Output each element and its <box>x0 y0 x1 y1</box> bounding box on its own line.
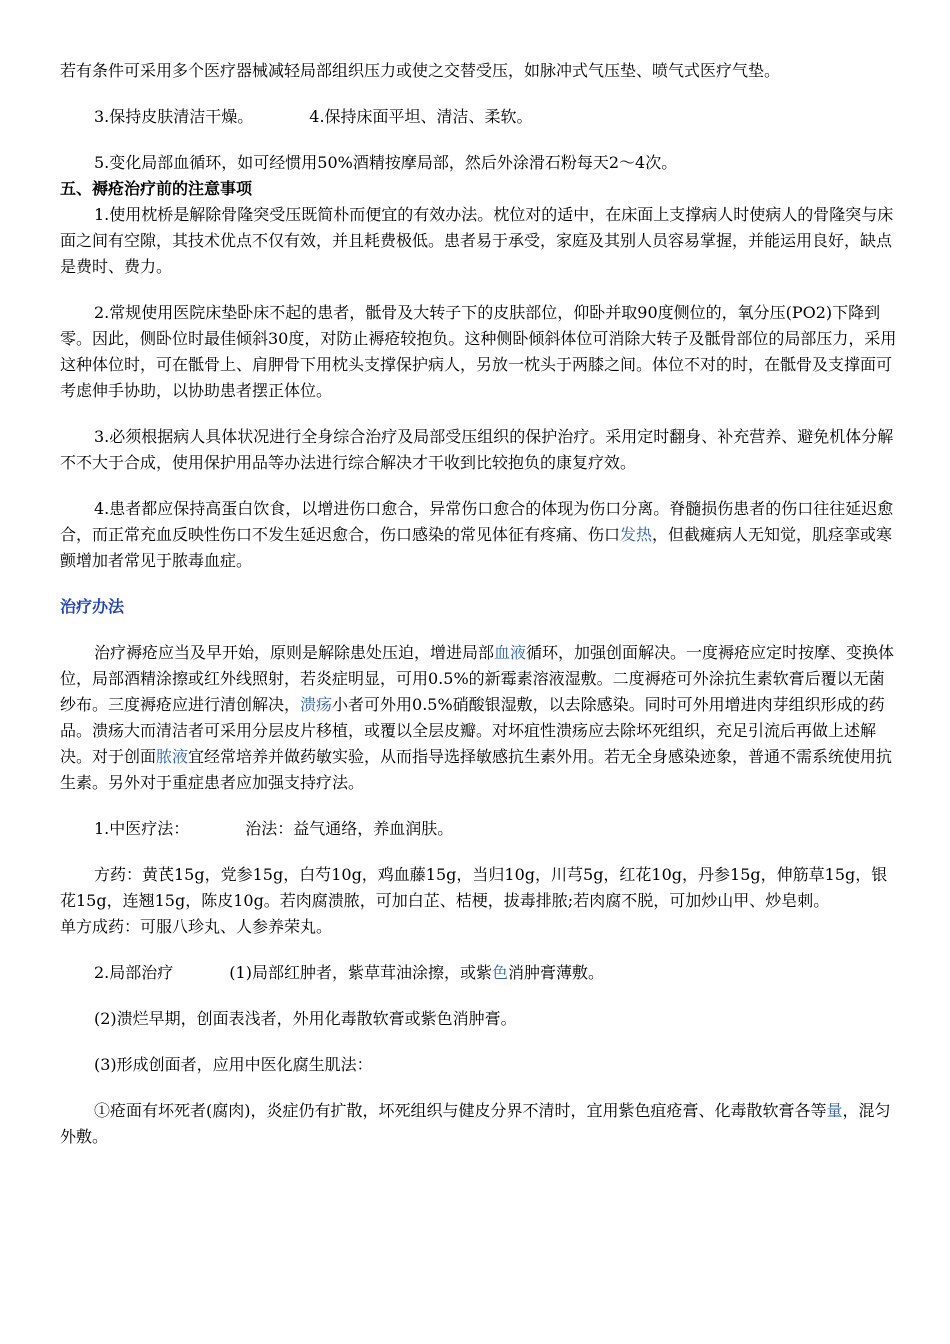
tcm-therapy-label: 1.中医疗法： <box>94 819 190 838</box>
paragraph-precaution-1: 1.使用枕桥是解除骨隆突受压既简朴而便宜的有效办法。枕位对的适中，在床面上支撑病人时使病人的骨隆突与床面之间有空隙，其技术优点不仅有效，并且耗费极低。患者易于承受，家庭及其别人员容易掌握，并能运用良好，缺点是费时、费力。 <box>60 205 894 276</box>
paragraph-precaution-3: 3.必须根据病人具体状况进行全身综合治疗及局部受压组织的保护治疗。采用定时翻身、补充营养、避免机体分解不不大于合成，使用保护用品等办法进行综合解决才干收到比较抱负的康复疗效。 <box>60 427 894 472</box>
section-five-heading: 五、褥疮治疗前的注意事项 <box>60 179 253 198</box>
treatment-text-a: 治疗褥疮应当及早开始，原则是解除患处压迫，增进局部 <box>94 643 495 662</box>
link-fever[interactable]: 发热 <box>620 525 653 544</box>
link-amount[interactable]: 量 <box>826 1101 843 1120</box>
local-treatment-1-b: 消肿膏薄敷。 <box>507 963 604 982</box>
paragraph-precaution-4 <box>60 496 898 574</box>
paragraph-precaution-2: 2.常规使用医院床垫卧床不起的患者，骶骨及大转子下的皮肤部位，仰卧并取90度侧位的，氧分压(PO2)下降到零。因此，侧卧位时最佳倾斜30度，对防止褥疮较抱负。这种侧卧倾斜体位可消除大转子及骶骨部位的局部压力，采用这种体位时，可在骶骨上、肩胛骨下用枕头支撑保护病人，另放一枕头于两膝之间。体位不对的时，在骶骨及支撑面可考虑伸手协助，以协助患者摆正体位。 <box>60 303 897 400</box>
treatment-text-d: 宜经常培养并做药敏实验，从而指导选择敏感抗生素外用。若无全身感染迹象，普通不需系统使用抗生素。另外对于重症患者应加强支持疗法。 <box>60 747 893 792</box>
precaution-4-text-b: ，但截瘫病人无知觉，肌痉挛或寒颤增加者常见于脓毒血症。 <box>60 525 893 570</box>
paragraph-tcm-therapy <box>60 816 898 842</box>
paragraph-local-treatment-2: (2)溃烂早期，创面表浅者，外用化毒散软膏或紫色消肿膏。 <box>94 1009 517 1028</box>
link-blood[interactable]: 血液 <box>494 643 527 662</box>
paragraph-treatment-overview <box>60 640 898 796</box>
treatment-text-c: 小者可外用0.5%硝酸银湿敷，以去除感染。同时可外用增进肉芽组织形成的药品。溃疡大而清洁者可采用分层皮片移植，或覆以全层皮瓣。对坏疽性溃疡应去除坏死组织，充足引流后再做上述解决。对于创面 <box>60 695 885 766</box>
paragraph-prescription <box>60 862 898 940</box>
treatment-text-b: 循环，加强创面解决。一度褥疮应定时按摩、变换体位，局部酒精涂擦或红外线照射，若炎症明显，可用0.5%的新霉素溶液湿敷。二度褥疮可外涂抗生素软膏后覆以无菌纱布。三度褥疮应进行清创解决， <box>60 643 895 714</box>
care-item-4: 4.保持床面平坦、清洁、柔软。 <box>309 107 533 126</box>
paragraph-local-treatment <box>60 960 898 986</box>
necrosis-text-b: ，混匀外敷。 <box>60 1101 891 1146</box>
local-treatment-label: 2.局部治疗 <box>94 963 174 982</box>
paragraph-care-items-3-4 <box>60 104 898 130</box>
tcm-therapy-method: 治法：益气通络，养血润肤。 <box>245 819 454 838</box>
prescription-patent-medicine: 单方成药：可服八珍丸、人参养荣丸。 <box>60 917 333 936</box>
necrosis-text-a: ①疮面有坏死者(腐肉)，炎症仍有扩散，坏死组织与健皮分界不清时，宜用紫色疽疮膏、化毒散软膏各等 <box>94 1101 827 1120</box>
paragraph-air-mattress: 若有条件可采用多个医疗器械减轻局部组织压力或使之交替受压，如脉冲式气压垫、喷气式医疗气垫。 <box>60 61 781 80</box>
link-color[interactable]: 色 <box>491 963 508 982</box>
paragraph-necrosis-treatment <box>60 1098 898 1150</box>
paragraph-local-treatment-3: (3)形成创面者，应用中医化腐生肌法： <box>94 1055 373 1074</box>
care-item-3: 3.保持皮肤清洁干燥。 <box>94 107 254 126</box>
precaution-4-text-a: 4.患者都应保持高蛋白饮食，以增进伤口愈合，异常伤口愈合的体现为伤口分离。脊髓损伤患者的伤口往往延迟愈合，而正常充血反映性伤口不发生延迟愈合，伤口感染的常见体征有疼痛、伤口 <box>60 499 894 544</box>
link-ulcer[interactable]: 溃疡 <box>300 695 333 714</box>
local-treatment-1-a: (1)局部红肿者，紫草茸油涂擦，或紫 <box>229 963 492 982</box>
paragraph-care-item-5: 5.变化局部血循环，如可经惯用50%酒精按摩局部，然后外涂滑石粉每天2～4次。 <box>94 153 678 172</box>
prescription-text: 方药：黄芪15g，党参15g，白芍10g，鸡血藤15g，当归10g，川芎5g，红花10g，丹参15g，伸筋草15g，银花15g，连翘15g，陈皮10g。若肉腐溃脓，可加白芷、桔梗，拔毒排脓;若肉腐不脱，可加炒山甲、炒皂刺。 <box>60 865 888 910</box>
treatment-heading: 治疗办法 <box>60 597 125 616</box>
link-pus[interactable]: 脓液 <box>156 747 189 766</box>
